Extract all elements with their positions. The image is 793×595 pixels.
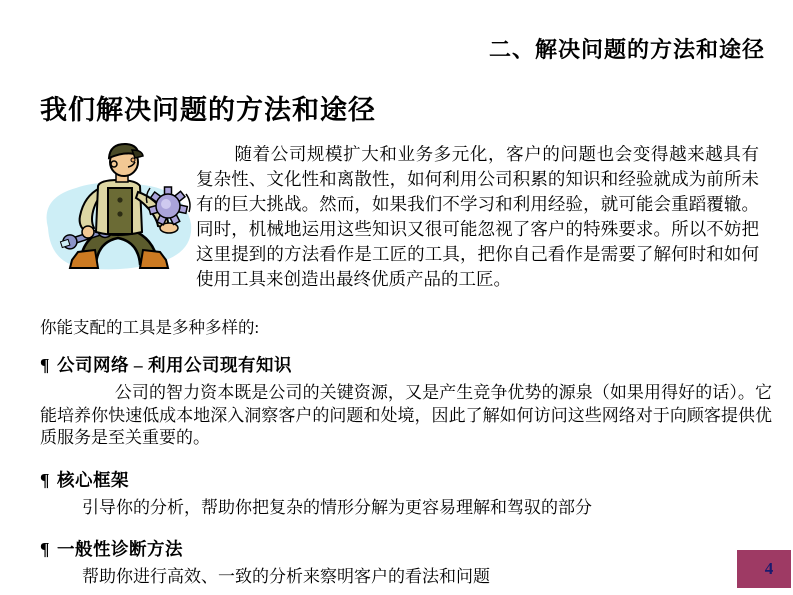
page-number-box — [737, 550, 791, 588]
section-title-text: 公司网络 – 利用公司现有知识 — [56, 355, 292, 375]
pilcrow-icon: ¶ — [40, 469, 50, 490]
sections-list — [40, 352, 772, 589]
section-body: 公司的智力资本既是公司的关键资源，又是产生竞争优势的源泉（如果用得好的话）。它能培养你快速低成本地深入洞察客户的问题和处境，因此了解如何访问这些网络对于向顾客提供优质服务是至关重要的。 — [40, 383, 772, 447]
section-body: 引导你的分析，帮助你把复杂的情形分解为更容易理解和驾驭的部分 — [82, 497, 592, 517]
intro-paragraph: 随着公司规模扩大和业务多元化，客户的问题也会变得越来越具有复杂性、文化性和离散性，如何利用公司积累的知识和经验就成为前所未有的巨大挑战。然而，如果我们不学习和利用经验，就可能会重蹈覆辙。同时，机械地运用这些知识又很可能忽视了客户的特殊要求。所以不妨把这里提到的方法看作是工匠的工具，把你自己看作是需要了解何时和如何使用工具来创造出最终优质产品的工匠。 — [196, 144, 759, 289]
section-body: 帮助你进行高效、一致的分析来察明客户的看法和问题 — [82, 567, 490, 586]
pilcrow-icon: ¶ — [40, 355, 50, 375]
section-core-framework — [40, 467, 772, 520]
page-title: 我们解决问题的方法和途径 — [40, 95, 376, 125]
section-general-diagnosis — [40, 536, 772, 589]
section-title-text: 一般性诊断方法 — [56, 539, 183, 559]
pilcrow-icon: ¶ — [40, 539, 50, 559]
mechanic-clipart-icon — [36, 136, 196, 272]
tools-intro-line: 你能支配的工具是多种多样的: — [40, 318, 260, 337]
section-title-text: 核心框架 — [56, 469, 129, 490]
section-title — [40, 536, 772, 561]
section-title — [40, 352, 772, 377]
section-company-network — [40, 352, 772, 450]
page-number: 4 — [764, 559, 774, 578]
section-title — [40, 467, 772, 492]
header-title: 二、解决问题的方法和途径 — [488, 37, 765, 62]
